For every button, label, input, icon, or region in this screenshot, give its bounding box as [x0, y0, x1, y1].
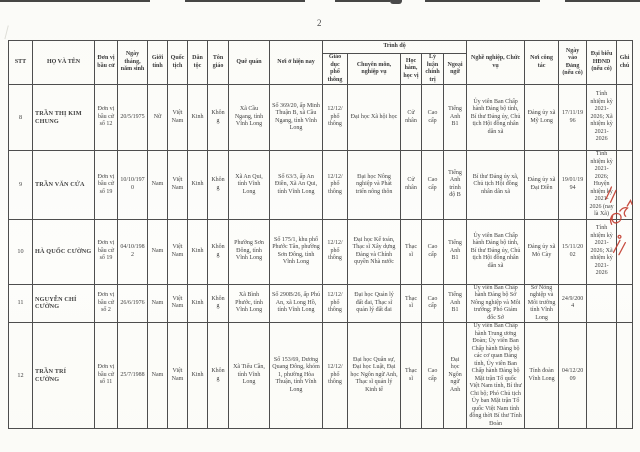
table-row — [9, 219, 633, 284]
cell-ly-luan: Cao cấp — [422, 151, 444, 220]
scan-smudge — [4, 25, 14, 40]
cell-ton-giao: Không — [208, 85, 229, 151]
cell-dan-toc: Kinh — [188, 284, 208, 323]
cell-ton-giao: Không — [208, 219, 229, 284]
cell-ngay-vao-dang: 15/11/2002 — [559, 219, 587, 284]
cell-chuyen-mon: Đại học Kế toán, Thạc sĩ Xây dựng Đảng và Chính quyền Nhà nước — [348, 219, 401, 284]
cell-noi-cong-tac: Đảng ủy xã Mỹ Long — [525, 85, 559, 151]
cell-noi-o: Số 175/1, khu phố Phước Tân, phường Sơn Đông, tỉnh Vĩnh Long — [270, 219, 323, 284]
col-header-ngay-vao-dang: Ngày vào Đảng (nếu có) — [559, 41, 587, 85]
cell-chuyen-mon: Đại học Quản lý đất đai, Thạc sĩ quản lý đất đai — [348, 284, 401, 323]
cell-don-vi: Đơn vị bầu cử số 2 — [95, 284, 118, 323]
cell-gioi-tinh: Nam — [148, 219, 168, 284]
candidates-table — [8, 40, 633, 429]
cell-ho-ten: TRẦN THỊ KIM CHUNG — [33, 85, 95, 151]
cell-ho-ten: NGUYỄN CHÍ CƯỜNG — [33, 284, 95, 323]
col-header-gioi-tinh: Giới tính — [148, 41, 168, 85]
cell-que-quan: Xã Bình Phước, tỉnh Vĩnh Long — [229, 284, 270, 323]
cell-giao-duc: 12/12/ phổ thông — [323, 151, 348, 220]
cell-ngay-vao-dang: 17/11/1996 — [559, 85, 587, 151]
cell-ngay-sinh: 10/10/1970 — [118, 151, 148, 220]
cell-chuyen-mon: Đại học Nông nghiệp và Phát triển nông thôn — [348, 151, 401, 220]
cell-noi-cong-tac: Tỉnh đoàn Vĩnh Long — [525, 323, 559, 429]
cell-giao-duc: 12/12/ phổ thông — [323, 85, 348, 151]
cell-chuyen-mon: Đại học Quân sự, Đại học Luật, Đại học Ngôn ngữ Anh, Thạc sĩ quản lý Kinh tế — [348, 323, 401, 429]
col-header-noi-o: Nơi ở hiện nay — [270, 41, 323, 85]
cell-hoc-ham: Cử nhân — [401, 151, 422, 220]
cell-nghe-nghiep: Ủy viên Ban Chấp hành Đảng bộ tỉnh, Bí thư Đảng ủy, Chủ tịch Hội đồng nhân dân xã — [467, 85, 525, 151]
cell-noi-o: Số 153/69, Dương Quang Đông, khóm 1, phường Hòa Thuận, tỉnh Vĩnh Long — [270, 323, 323, 429]
scan-edge-artifact — [185, 0, 305, 2]
cell-noi-o: Số 63/3, ấp An Điền, Xã An Qui, tỉnh Vĩnh Long — [270, 151, 323, 220]
cell-ngoai-ngu: Đại học Ngôn ngữ Anh — [444, 323, 467, 429]
cell-ngay-vao-dang: 24/9/2004 — [559, 284, 587, 323]
cell-ton-giao: Không — [208, 323, 229, 429]
page-number: 2 — [317, 18, 322, 28]
cell-hoc-ham: Cử nhân — [401, 85, 422, 151]
col-header-quoc-tich: Quốc tịch — [168, 41, 188, 85]
cell-ghi-chu — [617, 323, 633, 429]
col-header-don-vi: Đơn vị bầu cử — [95, 41, 118, 85]
cell-ngay-sinh: 26/6/1976 — [118, 284, 148, 323]
cell-ho-ten: HÀ QUỐC CƯỜNG — [33, 219, 95, 284]
cell-stt: 8 — [9, 85, 33, 151]
cell-ngay-sinh: 04/10/1982 — [118, 219, 148, 284]
cell-dan-toc: Kinh — [188, 85, 208, 151]
cell-dan-toc: Kinh — [188, 151, 208, 220]
cell-gioi-tinh: Nam — [148, 284, 168, 323]
cell-hoc-ham: Thạc sĩ — [401, 219, 422, 284]
cell-que-quan: Xã Tiểu Cần, tỉnh Vĩnh Long — [229, 323, 270, 429]
scan-edge-artifact — [390, 0, 402, 4]
table-row — [9, 323, 633, 429]
cell-dai-bieu-hdnd — [587, 284, 617, 323]
col-header-stt: STT — [9, 41, 33, 85]
cell-noi-o: Số 369/20, ấp Minh Thuận B, xã Cầu Ngang, tỉnh Vĩnh Long — [270, 85, 323, 151]
cell-ngoai-ngu: Tiếng Anh B1 — [444, 284, 467, 323]
col-header-que-quan: Quê quán — [229, 41, 270, 85]
cell-quoc-tich: Việt Nam — [168, 219, 188, 284]
cell-nghe-nghiep: Ủy viên Ban Chấp hành Đảng bộ Sở Nông nghiệp và Môi trường; Phó Giám đốc Sở — [467, 284, 525, 323]
cell-dai-bieu-hdnd — [587, 323, 617, 429]
cell-quoc-tich: Việt Nam — [168, 85, 188, 151]
cell-ghi-chu — [617, 284, 633, 323]
cell-giao-duc: 12/12/ phổ thông — [323, 323, 348, 429]
col-header-chuyen-mon: Chuyên môn, nghiệp vụ — [348, 54, 401, 85]
cell-ngay-vao-dang: 19/01/1994 — [559, 151, 587, 220]
table-row — [9, 151, 633, 220]
cell-ngoai-ngu: Tiếng Anh trình độ B — [444, 151, 467, 220]
cell-dai-bieu-hdnd: Tỉnh nhiệm kỳ 2021-2026; Xã nhiệm kỳ 2021-2026 — [587, 85, 617, 151]
col-header-ton-giao: Tôn giáo — [208, 41, 229, 85]
cell-ly-luan: Cao cấp — [422, 85, 444, 151]
scan-edge-artifact — [565, 0, 640, 2]
cell-que-quan: Phường Sơn Đông, tỉnh Vĩnh Long — [229, 219, 270, 284]
cell-gioi-tinh: Nam — [148, 151, 168, 220]
cell-ly-luan: Cao cấp — [422, 219, 444, 284]
cell-nghe-nghiep: Ủy viên Ban Chấp hành Đảng bộ tỉnh, Bí thư Đảng ủy, Chủ tịch Hội đồng nhân dân xã — [467, 219, 525, 284]
cell-stt: 10 — [9, 219, 33, 284]
col-header-group-trinh-do: Trình độ — [323, 41, 467, 54]
cell-quoc-tich: Việt Nam — [168, 284, 188, 323]
cell-noi-cong-tac: Đảng ủy xã Mỏ Cày — [525, 219, 559, 284]
cell-hoc-ham: Thạc sĩ — [401, 284, 422, 323]
cell-dai-bieu-hdnd: Tỉnh nhiệm kỳ 2021-2026; Xã nhiệm kỳ 2021-2026 — [587, 219, 617, 284]
table-row — [9, 85, 633, 151]
col-header-ngay-sinh: Ngày tháng, năm sinh — [118, 41, 148, 85]
cell-don-vi: Đơn vị bầu cử số 19 — [95, 151, 118, 220]
cell-quoc-tich: Việt Nam — [168, 151, 188, 220]
cell-chuyen-mon: Đại học Xã hội học — [348, 85, 401, 151]
cell-ly-luan: Cao cấp — [422, 284, 444, 323]
scan-edge-artifact — [335, 0, 390, 2]
cell-que-quan: Xã An Qui, tỉnh Vĩnh Long — [229, 151, 270, 220]
cell-gioi-tinh: Nữ — [148, 85, 168, 151]
col-header-dan-toc: Dân tộc — [188, 41, 208, 85]
cell-stt: 9 — [9, 151, 33, 220]
col-header-ghi-chu: Ghi chú — [617, 41, 633, 85]
scan-edge-artifact — [425, 0, 540, 2]
col-header-nghe-nghiep: Nghề nghiệp, Chức vụ — [467, 41, 525, 85]
col-header-ho-ten: HỌ VÀ TÊN — [33, 41, 95, 85]
cell-nghe-nghiep: Bí thư Đảng ủy xã, Chủ tịch Hội đồng nhân dân xã — [467, 151, 525, 220]
cell-ngay-vao-dang: 04/12/2009 — [559, 323, 587, 429]
cell-quoc-tich: Việt Nam — [168, 323, 188, 429]
cell-stt: 12 — [9, 323, 33, 429]
cell-ton-giao: Không — [208, 151, 229, 220]
col-header-ly-luan: Lý luận chính trị — [422, 54, 444, 85]
cell-ly-luan: Cao cấp — [422, 323, 444, 429]
header-row-group — [9, 41, 633, 54]
cell-dan-toc: Kinh — [188, 219, 208, 284]
cell-noi-o: Số 290B/26, ấp Phú An, xã Long Hồ, tỉnh Vĩnh Long — [270, 284, 323, 323]
col-header-hoc-ham: Học hàm, học vị — [401, 54, 422, 85]
cell-don-vi: Đơn vị bầu cử số 12 — [95, 85, 118, 151]
cell-dai-bieu-hdnd: Tỉnh nhiệm kỳ 2021-2026; Huyện nhiệm kỳ 2021-2026 (nay là Xã) — [587, 151, 617, 220]
cell-ho-ten: TRẦN TRÍ CƯỜNG — [33, 323, 95, 429]
cell-dan-toc: Kinh — [188, 323, 208, 429]
cell-noi-cong-tac: Đảng ủy xã Đại Điền — [525, 151, 559, 220]
cell-que-quan: Xã Cầu Ngang, tỉnh Vĩnh Long — [229, 85, 270, 151]
scan-edge-artifact — [0, 0, 150, 2]
cell-don-vi: Đơn vị bầu cử số 19 — [95, 219, 118, 284]
cell-ngay-sinh: 20/5/1975 — [118, 85, 148, 151]
col-header-dai-bieu-hdnd: Đại biểu HĐND (nếu có) — [587, 41, 617, 85]
cell-noi-cong-tac: Sở Nông nghiệp và Môi trường tỉnh Vĩnh Long — [525, 284, 559, 323]
table-row — [9, 284, 633, 323]
cell-stt: 11 — [9, 284, 33, 323]
cell-gioi-tinh: Nam — [148, 323, 168, 429]
cell-nghe-nghiep: Ủy viên Ban Chấp hành Trung ương Đoàn; Ủy viên Ban Chấp hành Đảng bộ các cơ quan Đảng tỉnh, Ủy viên Ban Chấp hành Đảng bộ Mặt trận Tổ quốc Việt Nam tỉnh, Bí thư Chi bộ; Phó Chủ tịch Ủy ban Mặt trận Tổ quốc Việt Nam tỉnh đồng thời Bí thư Tỉnh Đoàn — [467, 323, 525, 429]
cell-giao-duc: 12/12/ phổ thông — [323, 219, 348, 284]
col-header-giao-duc: Giáo dục phổ thông — [323, 54, 348, 85]
cell-ho-ten: TRẦN VĂN CỨA — [33, 151, 95, 220]
cell-hoc-ham: Thạc sĩ — [401, 323, 422, 429]
cell-ngoai-ngu: Tiếng Anh B1 — [444, 85, 467, 151]
cell-ghi-chu — [617, 85, 633, 151]
cell-ngoai-ngu: Tiếng Anh B1 — [444, 219, 467, 284]
cell-ngay-sinh: 25/7/1988 — [118, 323, 148, 429]
cell-don-vi: Đơn vị bầu cử số 11 — [95, 323, 118, 429]
col-header-ngoai-ngu: Ngoại ngữ — [444, 54, 467, 85]
col-header-noi-cong-tac: Nơi công tác — [525, 41, 559, 85]
cell-ton-giao: Không — [208, 284, 229, 323]
cell-giao-duc: 12/12/ phổ thông — [323, 284, 348, 323]
